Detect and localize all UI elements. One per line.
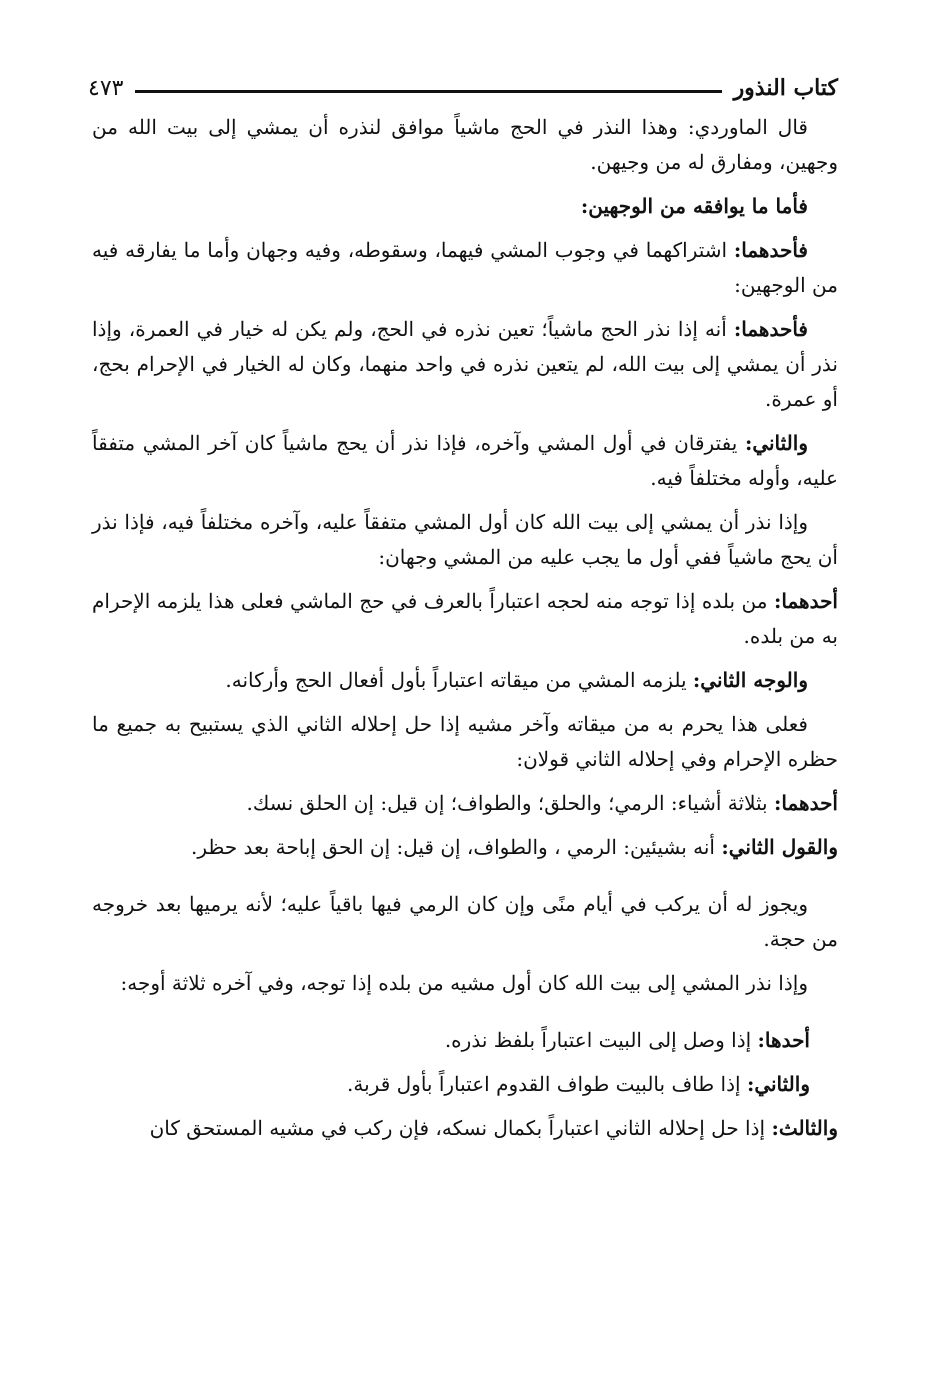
paragraph <box>92 505 838 575</box>
paragraph-text: اشتراكهما في وجوب المشي فيهما، وسقوطه، وفيه وجهان وأما ما يفارقه فيه من الوجهين: <box>92 238 838 297</box>
paragraph <box>92 786 838 821</box>
paragraph-text: يلزمه المشي من ميقاته اعتباراً بأول أفعال الحج وأركانه. <box>225 668 693 692</box>
paragraph-text: إذا وصل إلى البيت اعتباراً بلفظ نذره. <box>444 1028 758 1052</box>
paragraph-label: والقول الثاني: <box>721 835 838 859</box>
paragraph <box>92 189 838 224</box>
paragraph-text: إذا طاف بالبيت طواف القدوم اعتباراً بأول قربة. <box>347 1072 747 1096</box>
paragraph-label: أحدهما: <box>773 791 838 815</box>
paragraph-text: يفترقان في أول المشي وآخره، فإذا نذر أن يحج ماشياً كان آخر المشي متفقاً عليه، وأوله مختلفاً فيه. <box>92 431 838 490</box>
paragraph <box>92 830 838 865</box>
paragraph-label: والوجه الثاني: <box>692 668 808 692</box>
paragraph <box>92 233 838 303</box>
paragraph-text: ويجوز له أن يركب في أيام منًى وإن كان الرمي فيها باقياً عليه؛ لأنه يرميها بعد خروجه من حجة. <box>92 892 838 951</box>
paragraph <box>92 110 838 180</box>
paragraph <box>92 1023 838 1058</box>
paragraph-text: وإذا نذر المشي إلى بيت الله كان أول مشيه من بلده إذا توجه، وفي آخره ثلاثة أوجه: <box>120 971 808 995</box>
page-number: ٤٧٣ <box>88 75 124 101</box>
paragraph-label: والثالث: <box>771 1116 838 1140</box>
paragraph-text: وإذا نذر أن يمشي إلى بيت الله كان أول المشي متفقاً عليه، وآخره مختلفاً فيه، فإذا نذر أن يحج ماشياً ففي أول ما يجب عليه من المشي وجهان: <box>92 510 838 569</box>
paragraph-label: فأحدهما: <box>733 238 808 262</box>
paragraph-text: قال الماوردي: وهذا النذر في الحج ماشياً موافق لنذره أن يمشي إلى بيت الله من وجهين، ومفارق له من وجيهن. <box>92 115 838 174</box>
paragraph-text: من بلده إذا توجه منه لحجه اعتباراً بالعرف في حج الماشي فعلى هذا يلزمه الإحرام به من بلده. <box>92 589 838 648</box>
paragraph-label: أحدهما: <box>773 589 838 613</box>
paragraph-text: أنه إذا نذر الحج ماشياً؛ تعين نذره في الحج، ولم يكن له خيار في العمرة، وإذا نذر أن يمشي إلى بيت الله، لم يتعين نذره في واحد منهما، وكان له الخيار في الإحرام بحج، أو عمرة. <box>92 317 838 411</box>
paragraph <box>92 1067 838 1102</box>
paragraph-text: بثلاثة أشياء: الرمي؛ والحلق؛ والطواف؛ إن قيل: إن الحلق نسك. <box>246 791 774 815</box>
paragraph <box>92 1111 838 1146</box>
paragraph-label: والثاني: <box>744 431 808 455</box>
paragraph-label: والثاني: <box>746 1072 810 1096</box>
page-body <box>92 110 838 1155</box>
running-title: كتاب النذور <box>733 75 838 101</box>
paragraph <box>92 966 838 1001</box>
paragraph <box>92 707 838 777</box>
paragraph-text: أنه بشيئين: الرمي ، والطواف، إن قيل: إن الحق إباحة بعد حظر. <box>191 835 722 859</box>
paragraph <box>92 887 838 957</box>
paragraph-label: فأحدهما: <box>733 317 808 341</box>
running-header <box>88 68 838 108</box>
paragraph-text: إذا حل إحلاله الثاني اعتباراً بكمال نسكه، فإن ركب في مشيه المستحق كان <box>149 1116 772 1140</box>
paragraph <box>92 312 838 417</box>
paragraph <box>92 426 838 496</box>
paragraph-label: فأما ما يوافقه من الوجهين: <box>580 194 808 218</box>
header-rule <box>135 90 721 93</box>
paragraph <box>92 663 838 698</box>
paragraph <box>92 584 838 654</box>
paragraph-label: أحدها: <box>757 1028 810 1052</box>
paragraph-text: فعلى هذا يحرم به من ميقاته وآخر مشيه إذا حل إحلاله الثاني الذي يستبيح به جميع ما حظره الإحرام وفي إحلاله الثاني قولان: <box>92 712 838 771</box>
